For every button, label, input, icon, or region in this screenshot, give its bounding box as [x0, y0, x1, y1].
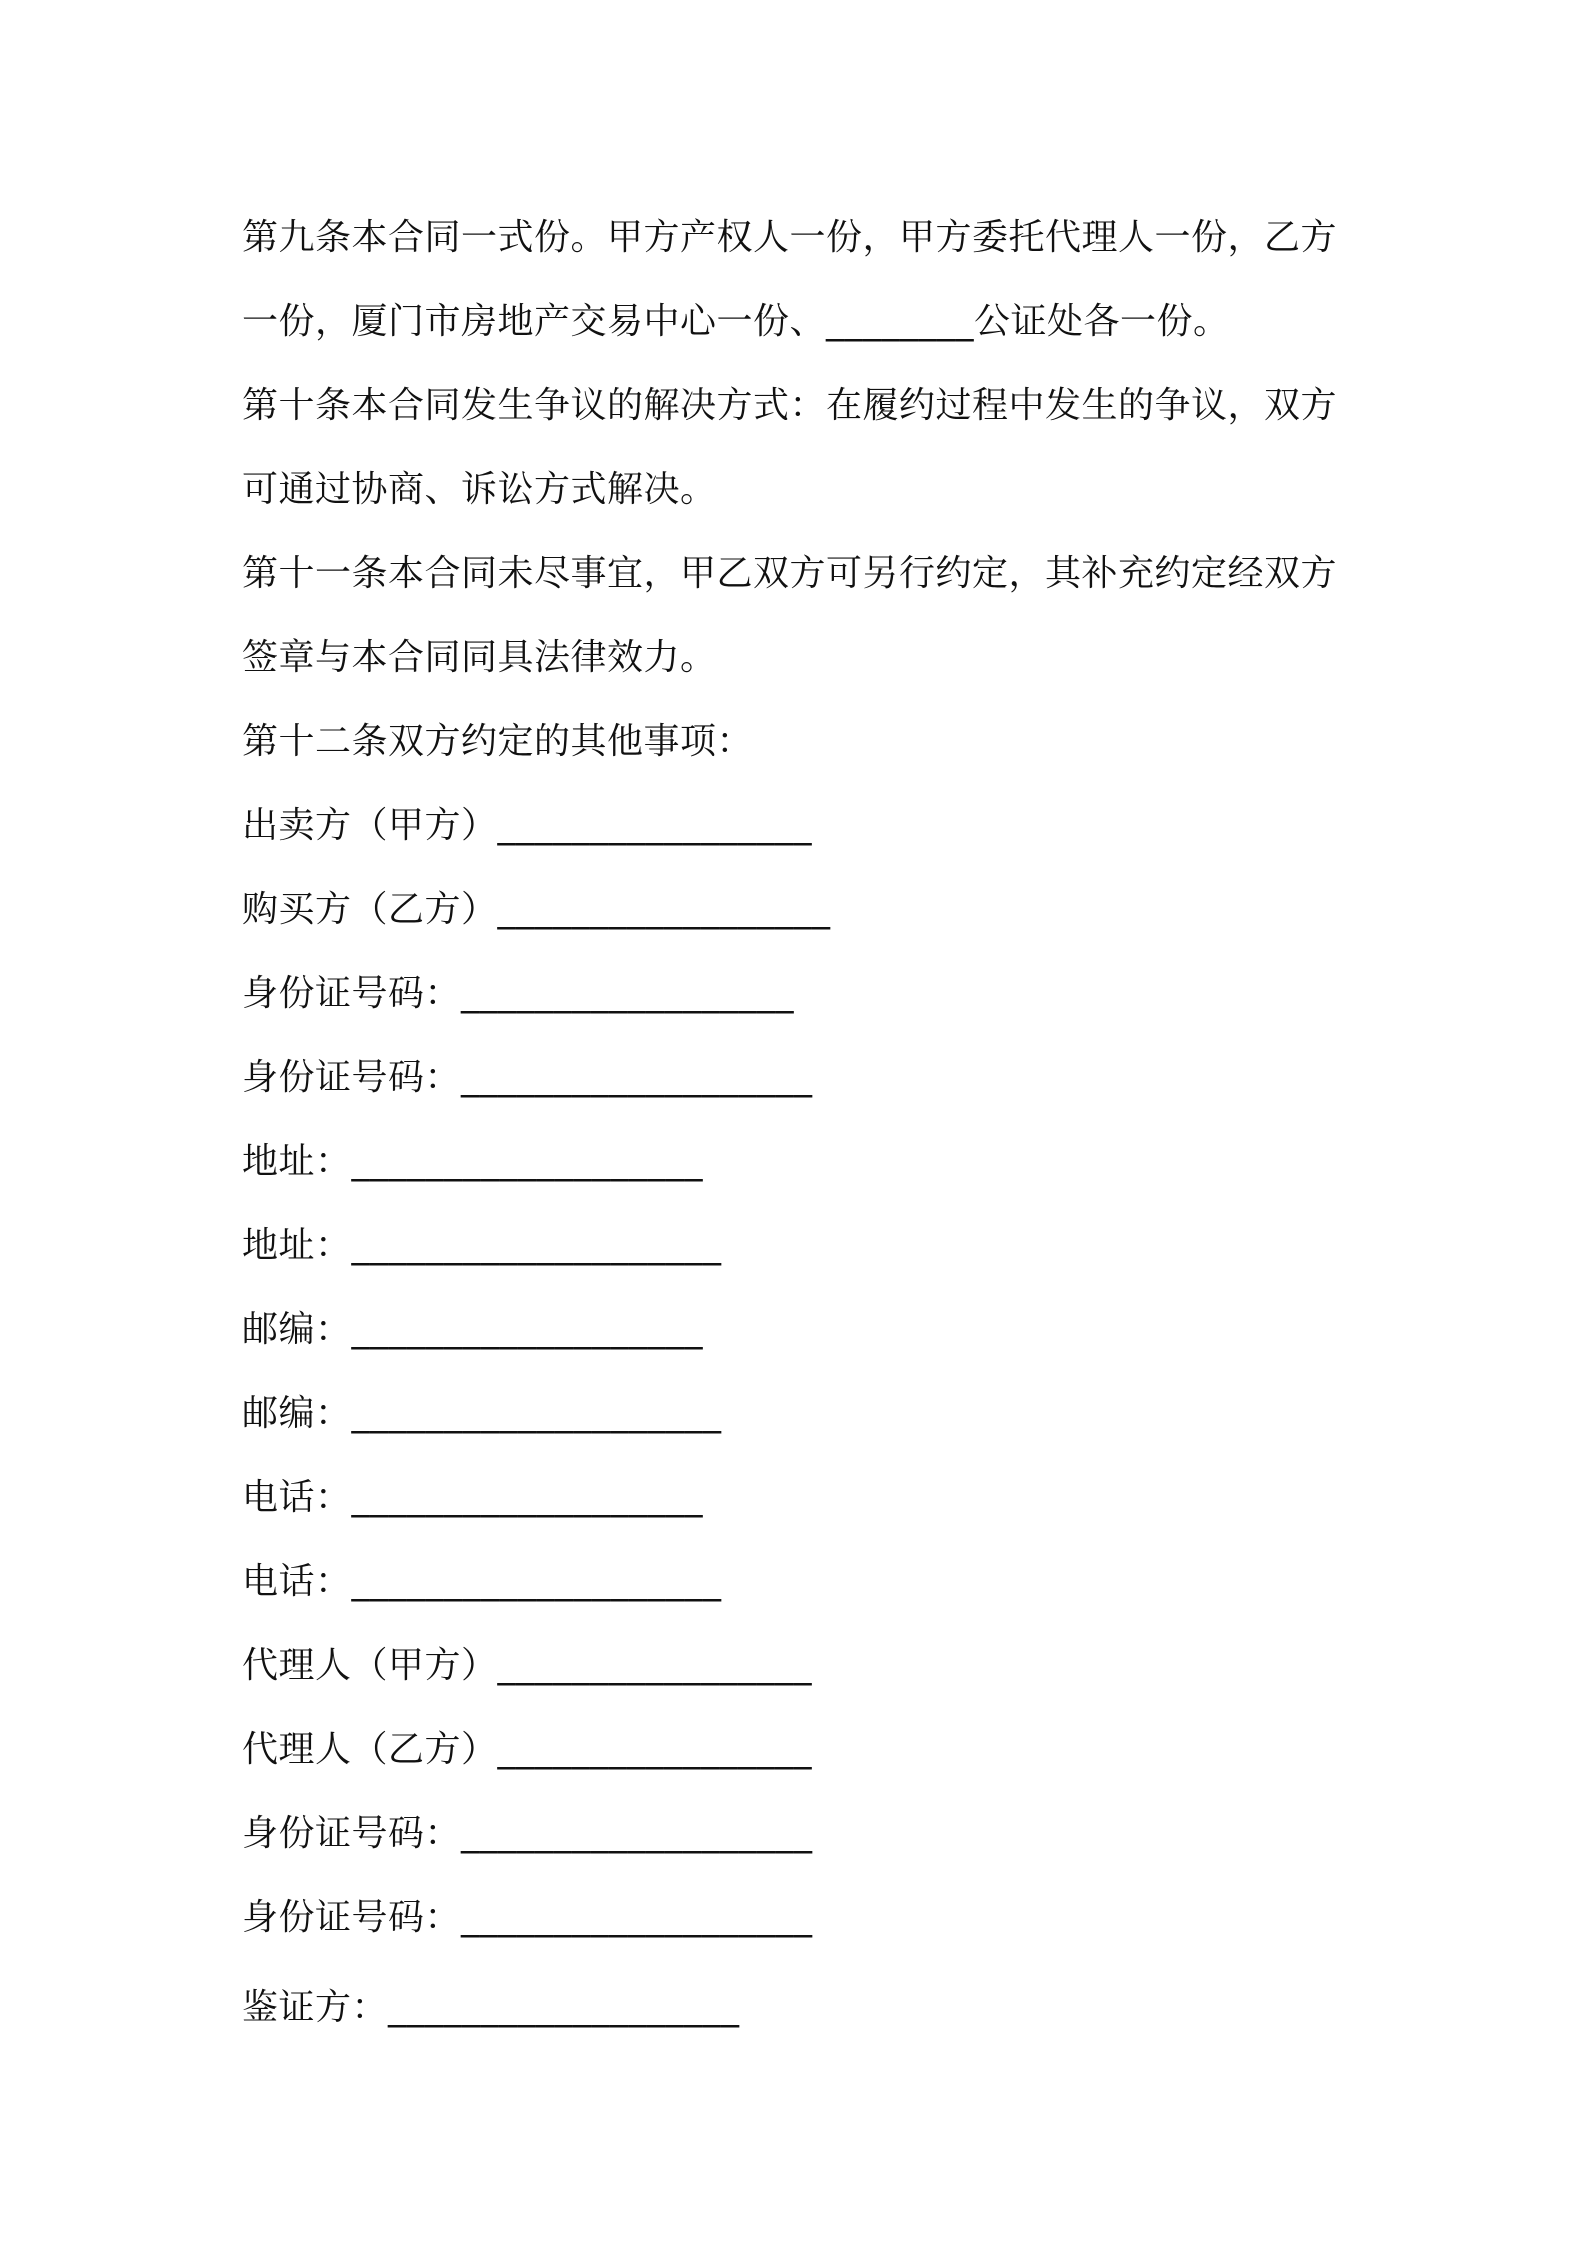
buyer-agent-field: 代理人（乙方）_________________: [242, 1729, 813, 1770]
seller-agent-field: 代理人（甲方）_________________: [242, 1645, 813, 1686]
clause-10-line-2: 可通过协商、诉讼方式解决。: [242, 469, 717, 510]
seller-field: 出卖方（甲方）_________________: [242, 805, 813, 846]
buyer-address-field: 地址：____________________: [242, 1225, 722, 1266]
seller-address-field: 地址：___________________: [242, 1141, 704, 1182]
clause-12-heading: 第十二条双方约定的其他事项：: [242, 721, 754, 762]
buyer-agent-id-number-field: 身份证号码：___________________: [242, 1897, 813, 1938]
clause-11-line-2: 签章与本合同同具法律效力。: [242, 637, 717, 678]
buyer-phone-field: 电话：____________________: [242, 1561, 722, 1602]
buyer-id-number-field: 身份证号码：___________________: [242, 1057, 813, 1098]
seller-postcode-field: 邮编：___________________: [242, 1309, 704, 1350]
clause-9-line-2: 一份，厦门市房地产交易中心一份、________公证处各一份。: [242, 301, 1230, 342]
clause-9-line-1: 第九条本合同一式份。甲方产权人一份，甲方委托代理人一份，乙方: [242, 217, 1338, 258]
buyer-field: 购买方（乙方）__________________: [242, 889, 831, 930]
verifier-field: 鉴证方：___________________: [242, 1987, 740, 2028]
contract-body: [242, 196, 1362, 2050]
seller-phone-field: 电话：___________________: [242, 1477, 704, 1518]
seller-agent-id-number-field: 身份证号码：___________________: [242, 1813, 813, 1854]
clause-10-line-1: 第十条本合同发生争议的解决方式：在履约过程中发生的争议，双方: [242, 385, 1338, 426]
buyer-postcode-field: 邮编：____________________: [242, 1393, 722, 1434]
seller-id-number-field: 身份证号码：__________________: [242, 973, 795, 1014]
clause-11-line-1: 第十一条本合同未尽事宜，甲乙双方可另行约定，其补充约定经双方: [242, 553, 1338, 594]
